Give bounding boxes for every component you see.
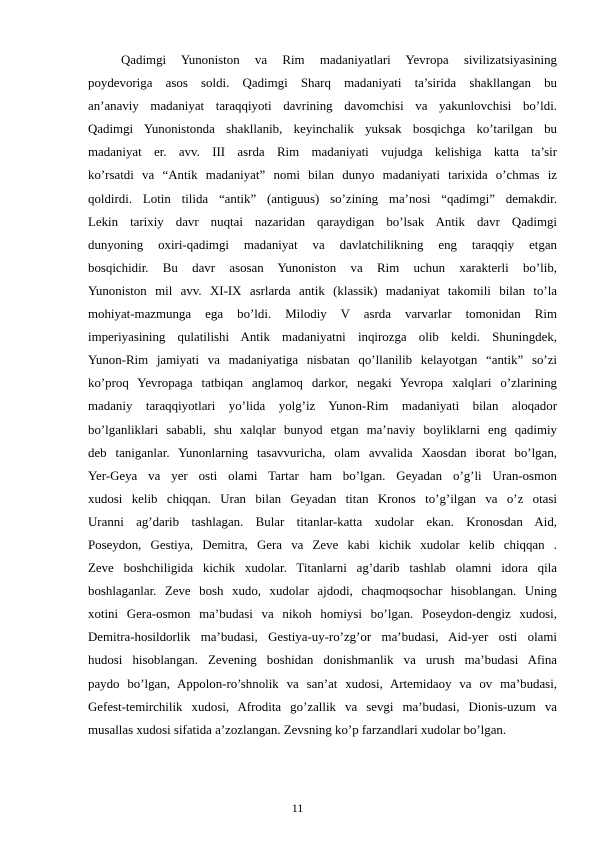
- paragraph-line: xudosi kelib chiqqan. Uran bilan Geyadan titan Kronos to’g’ilgan va o’z otasi: [88, 491, 557, 506]
- paragraph-line: Lekin tarixiy davr nuqtai nazaridan qaraydigan bo’lsak Antik davr Qadimgi: [88, 214, 557, 229]
- page-number: 11: [291, 801, 304, 815]
- paragraph-line: poydevoriga asos soldi. Qadimgi Sharq madaniyati ta’sirida shakllangan bu: [88, 76, 557, 91]
- paragraph-line: dunyoning oxiri-qadimgi madaniyat va davlatchilikning eng taraqqiy etgan: [88, 237, 557, 252]
- paragraph-line: madaniyat er. avv. III asrda Rim madaniyati vujudga kelishiga katta ta’sir: [88, 145, 557, 160]
- paragraph-line: ko’proq Yevropaga tatbiqan anglamoq darkor, negaki Yevropa xalqlari o’zlarining: [88, 376, 557, 391]
- paragraph-line: boshlaganlar. Zeve bosh xudo, xudolar ajdodi, chaqmoqsochar hisoblangan. Uning: [88, 584, 557, 599]
- paragraph-line: mohiyat-mazmunga ega bo’ldi. Milodiy V asrda varvarlar tomonidan Rim: [88, 307, 557, 322]
- paragraph-line: paydo bo’lgan, Appolon-ro’shnolik va san’at xudosi, Artemidaoy va ov ma’budasi,: [88, 676, 557, 691]
- paragraph-line: Yunon-Rim jamiyati va madaniyatiga nisbatan qo’llanilib kelayotgan “antik” so’zi: [88, 353, 557, 368]
- paragraph-line: hudosi hisoblangan. Zevening boshidan donishmanlik va urush ma’budasi Afina: [88, 653, 557, 668]
- body-paragraph: [88, 49, 557, 742]
- paragraph-line: ko’rsatdi va “Antik madaniyat” nomi bilan dunyo madaniyati tarixida o’chmas iz: [88, 168, 557, 183]
- paragraph-line: Demitra-hosildorlik ma’budasi, Gestiya-uy-ro’zg’or ma’budasi, Aid-yer osti olami: [88, 630, 557, 645]
- paragraph-line: Yunoniston mil avv. XI-IX asrlarda antik (klassik) madaniyat takomili bilan to’la: [88, 283, 557, 298]
- paragraph-line: Yer-Geya va yer osti olami Tartar ham bo’lgan. Geyadan o’g’li Uran-osmon: [88, 468, 557, 483]
- paragraph-line: Qadimgi Yunoniston va Rim madaniyatlari Yevropa sivilizatsiyasining: [121, 53, 557, 67]
- paragraph-line: musallas xudosi sifatida a’zozlangan. Zevsning ko’p farzandlari xudolar bo’lgan.: [88, 722, 507, 737]
- paragraph-line: Zeve boshchiligida kichik xudolar. Titanlarni ag’darib tashlab olamni idora qila: [88, 561, 557, 576]
- paragraph-line: bo’lganliklari sababli, shu xalqlar bunyod etgan ma’naviy boyliklarni eng qadimiy: [88, 422, 557, 437]
- paragraph-line: Qadimgi Yunonistonda shakllanib, keyinchalik yuksak bosqichga ko’tarilgan bu: [88, 122, 557, 137]
- paragraph-line: madaniy taraqqiyotlari yo’lida yolg’iz Yunon-Rim madaniyati bilan aloqador: [88, 399, 557, 414]
- paragraph-line: bosqichidir. Bu davr asosan Yunoniston va Rim uchun xarakterli bo’lib,: [88, 260, 557, 275]
- paragraph-line: Gefest-temirchilik xudosi, Afrodita go’zallik va sevgi ma’budasi, Dionis-uzum va: [88, 699, 557, 714]
- paragraph-line: Uranni ag’darib tashlagan. Bular titanlar-katta xudolar ekan. Kronosdan Aid,: [88, 514, 557, 529]
- paragraph-line: an’anaviy madaniyat taraqqiyoti davrining davomchisi va yakunlovchisi bo’ldi.: [88, 99, 557, 114]
- paragraph-line: qoldirdi. Lotin tilida “antik” (antiguus) so’zining ma’nosi “qadimgi” demakdir.: [88, 191, 557, 206]
- paragraph-line: Poseydon, Gestiya, Demitra, Gera va Zeve kabi kichik xudolar kelib chiqqan .: [88, 537, 557, 552]
- paragraph-line: imperiyasining qulatilishi Antik madaniyatni inqirozga olib keldi. Shuningdek,: [88, 330, 557, 345]
- paragraph-line: deb taniganlar. Yunonlarning tasavvuricha, olam avvalida Xaosdan iborat bo’lgan,: [88, 445, 557, 460]
- paragraph-line: xotini Gera-osmon ma’budasi va nikoh homiysi bo’lgan. Poseydon-dengiz xudosi,: [88, 607, 557, 622]
